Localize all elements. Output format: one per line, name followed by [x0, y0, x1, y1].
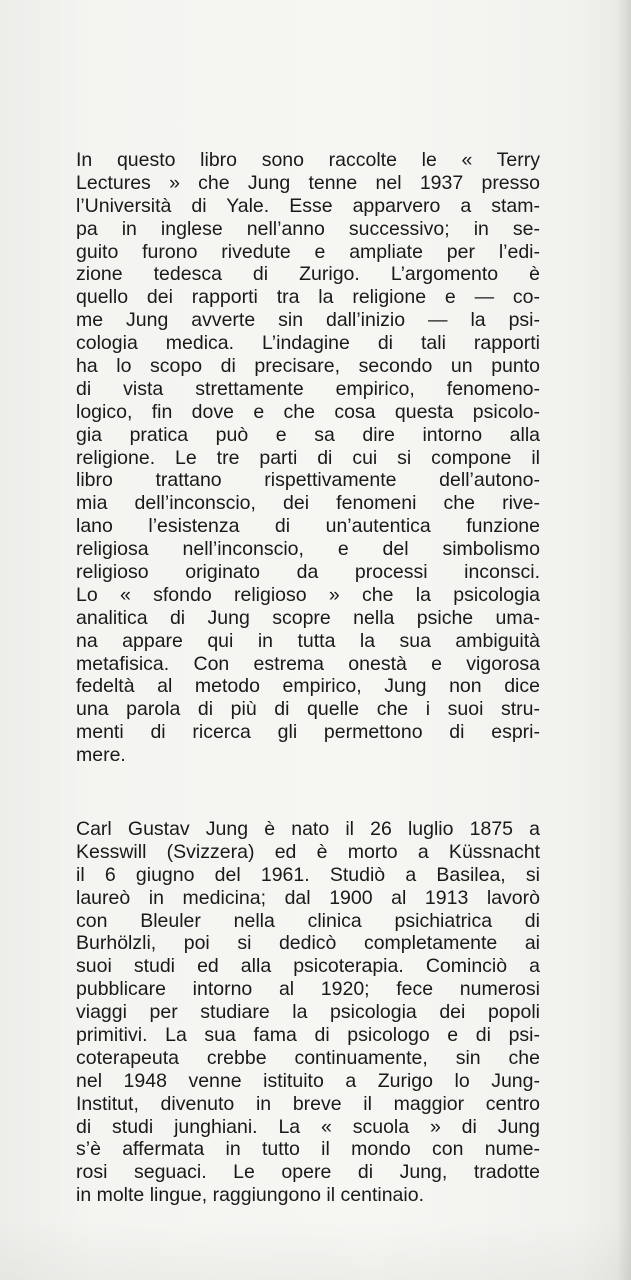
text-line: Carl Gustav Jung è nato il 26 luglio 1875 a [76, 818, 540, 840]
text-line: s’è affermata in tutto il mondo con nume- [76, 1138, 540, 1161]
text-line: zione tedesca di Zurigo. L’argomento è [76, 263, 540, 286]
text-line: l’Università di Yale. Esse apparvero a stam- [76, 194, 540, 217]
text-line: metafisica. Con estrema onestà e vigorosa [76, 652, 540, 675]
text-line: Institut, divenuto in breve il maggior centro [76, 1092, 540, 1115]
text-line: religione. Le tre parti di cui si compone il [76, 446, 540, 469]
text-line: laureò in medicina; dal 1900 al 1913 lavorò [76, 886, 540, 909]
text-line: In questo libro sono raccolte le « Terry [76, 149, 540, 171]
text-line: me Jung avverte sin dall’inizio — la psi- [76, 309, 540, 332]
cover-edge-shadow [617, 0, 631, 1280]
text-line: di vista strettamente empirico, fenomeno- [76, 377, 540, 400]
text-line: fedeltà al metodo empirico, Jung non dice [76, 675, 540, 698]
text-line: quello dei rapporti tra la religione e — co- [76, 286, 540, 309]
author-biography-paragraph [76, 818, 540, 1207]
text-line: pubblicare intorno al 1920; fece numerosi [76, 978, 540, 1001]
text-line: lano l’esistenza di un’autentica funzione [76, 515, 540, 538]
text-line: con Bleuler nella clinica psichiatrica di [76, 909, 540, 932]
text-line: religioso originato da processi inconsci. [76, 561, 540, 584]
text-line: cologia medica. L’indagine di tali rapporti [76, 332, 540, 355]
text-line: na appare qui in tutta la sua ambiguità [76, 629, 540, 652]
text-line: Kesswill (Svizzera) ed è morto a Küssnacht [76, 840, 540, 863]
text-line: Lo « sfondo religioso » che la psicologia [76, 583, 540, 606]
text-line: guito furono rivedute e ampliate per l’edi- [76, 240, 540, 263]
text-line: gia pratica può e sa dire intorno alla [76, 423, 540, 446]
text-line: analitica di Jung scopre nella psiche uma- [76, 606, 540, 629]
book-description-paragraph [76, 149, 540, 767]
text-line: religiosa nell’inconscio, e del simbolismo [76, 538, 540, 561]
text-line: in molte lingue, raggiungono il centinaio. [76, 1184, 424, 1207]
text-line: coterapeuta crebbe continuamente, sin che [76, 1046, 540, 1069]
text-line: rosi seguaci. Le opere di Jung, tradotte [76, 1161, 540, 1184]
text-line: mere. [76, 744, 126, 767]
text-line: di studi junghiani. La « scuola » di Jung [76, 1115, 540, 1138]
text-line: menti di ricerca gli permettono di espri- [76, 721, 540, 744]
text-line: nel 1948 venne istituito a Zurigo lo Jung- [76, 1069, 540, 1092]
text-line: libro trattano rispettivamente dell’autono- [76, 469, 540, 492]
text-line: pa in inglese nell’anno successivo; in se- [76, 217, 540, 240]
text-line: Lectures » che Jung tenne nel 1937 presso [76, 171, 540, 194]
text-line: suoi studi ed alla psicoterapia. Cominciò a [76, 955, 540, 978]
text-line: mia dell’inconscio, dei fenomeni che rive- [76, 492, 540, 515]
text-line: primitivi. La sua fama di psicologo e di psi- [76, 1024, 540, 1047]
text-line: il 6 giugno del 1961. Studiò a Basilea, si [76, 863, 540, 886]
text-line: una parola di più di quelle che i suoi stru- [76, 698, 540, 721]
text-line: Burhölzli, poi si dedicò completamente ai [76, 932, 540, 955]
text-line: viaggi per studiare la psicologia dei popoli [76, 1001, 540, 1024]
text-line: logico, fin dove e che cosa questa psicolo- [76, 400, 540, 423]
cover-bottom-shadow [0, 1220, 631, 1280]
text-line: ha lo scopo di precisare, secondo un punto [76, 355, 540, 378]
